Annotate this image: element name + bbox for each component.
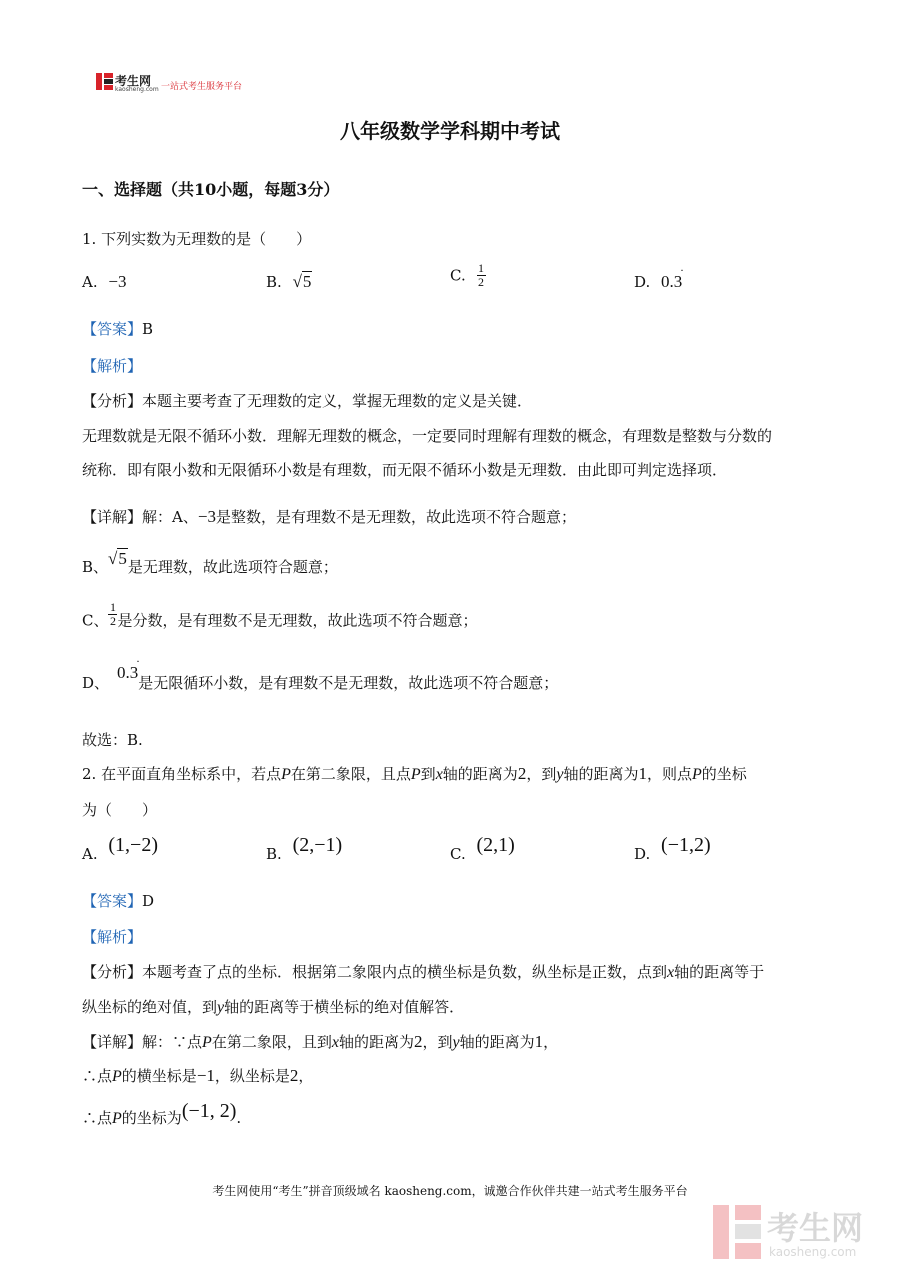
q2-therefore-2: [82, 1100, 242, 1129]
decimal-value: 0.3: [117, 663, 139, 682]
q1-stem: 1. 下列实数为无理数的是（ ）: [82, 230, 312, 248]
detail-text: D、: [82, 674, 110, 692]
q1-answer: [82, 318, 153, 339]
denominator: 2: [109, 614, 116, 628]
var-x: x: [667, 964, 675, 981]
q1-detail-a: [82, 506, 576, 527]
var-y: y: [556, 766, 564, 783]
fenxi-tag: 【分析】: [82, 963, 143, 981]
watermark: [713, 1203, 883, 1261]
q1-detail-b: [82, 549, 338, 577]
var-p: P: [691, 766, 702, 783]
option-value: (2,1): [476, 834, 515, 856]
radicand: 5: [118, 549, 127, 568]
detail-text: 是无限循环小数，是有理数不是无理数，故此选项不符合题意；: [138, 674, 559, 692]
fraction: [477, 262, 486, 289]
stem-text: ，则点: [646, 765, 692, 783]
var-p: P: [410, 766, 421, 783]
q1-fenxi: [82, 390, 532, 411]
var-p: P: [112, 1068, 122, 1085]
q1-option-b: [266, 272, 312, 292]
num: −1: [196, 1066, 215, 1085]
detail-text: ，: [543, 1033, 559, 1051]
stem-text: ，到: [526, 765, 557, 783]
q2-detail: [82, 1031, 558, 1052]
repeat-dot: ·: [136, 654, 141, 668]
q2-option-d: [634, 834, 711, 863]
option-value: −3: [108, 272, 127, 291]
numerator: 1: [478, 261, 484, 275]
answer-value: B: [142, 320, 154, 338]
var-y: y: [452, 1034, 460, 1051]
numerator: 1: [109, 600, 116, 614]
fenxi-text: 纵坐标的绝对值，到: [82, 998, 218, 1016]
watermark-name: 考生网: [767, 1209, 864, 1247]
detail-text: ，纵坐标是: [214, 1067, 290, 1085]
answer-tag: 【答案】: [82, 892, 143, 910]
detail-text: ，到: [422, 1033, 453, 1051]
fenxi-text: 本题考查了点的坐标．根据第二象限内点的横坐标是负数，纵坐标是正数，点到: [142, 963, 668, 981]
detail-text: ∴点: [82, 1109, 113, 1127]
num: 2: [289, 1066, 299, 1085]
logo-slogan: 一站式考生服务平台: [161, 82, 243, 92]
detail-text: B、: [82, 558, 109, 576]
q2-stem-line2: 为（ ）: [82, 801, 158, 819]
detail-text: 是无理数，故此选项符合题意；: [127, 558, 338, 576]
sqrt-expression: √5: [108, 549, 127, 568]
fraction: [108, 601, 117, 628]
option-label: C.: [450, 845, 466, 863]
repeating-decimal: [661, 263, 685, 292]
answer-tag: 【答案】: [82, 320, 143, 338]
var-x: x: [331, 1034, 339, 1051]
q1-analysis-tag: 【解析】: [82, 357, 143, 375]
q2-fenxi: [82, 961, 764, 982]
coordinate: (−1, 2): [181, 1100, 237, 1122]
q2-option-c: [450, 834, 515, 863]
num: 1: [638, 764, 647, 783]
option-label: C.: [450, 266, 466, 285]
q1-para1: 无理数就是无限不循环小数．理解无理数的概念，一定要同时理解有理数的概念，有理数是整数与分数的: [82, 427, 773, 445]
detail-text: 解：∵点: [142, 1033, 203, 1051]
section-heading: 一、选择题（共10小题，每题3分）: [82, 180, 340, 199]
option-label: D.: [634, 845, 651, 863]
fenxi-text: 本题主要考查了无理数的定义，掌握无理数的定义是关键．: [142, 392, 533, 410]
detail-text: 的坐标为: [121, 1109, 182, 1127]
page-footer: 考生网使用“考生”拼音顶级域名 kaosheng.com，诚邀合作伙伴共建一站式考生服务平台: [212, 1184, 688, 1198]
q1-option-a: [82, 272, 126, 292]
detail-text: 是分数，是有理数不是无理数，故此选项不符合题意；: [117, 611, 478, 630]
num: 2: [517, 764, 527, 783]
num: 2: [413, 1032, 423, 1051]
option-value: (1,−2): [108, 834, 158, 856]
detail-text: 解：A、: [142, 508, 198, 526]
detail-text: C、: [82, 611, 109, 630]
detail-text: 在第二象限，且到: [211, 1033, 332, 1051]
page-title: 八年级数学学科期中考试: [340, 119, 560, 143]
option-label: B.: [266, 845, 282, 863]
num: 1: [534, 1032, 544, 1051]
stem-text: 到: [420, 765, 436, 783]
q2-stem: [82, 763, 747, 784]
repeating-decimal: [117, 654, 141, 683]
detail-text: .: [236, 1109, 242, 1127]
q1-detail-d: [82, 654, 559, 693]
fenxi-tag: 【分析】: [82, 392, 143, 410]
fenxi-text: 轴的距离等于横坐标的绝对值解答．: [224, 998, 465, 1016]
q1-conclusion: 故选：B.: [82, 731, 143, 749]
decimal-value: 0.3: [661, 272, 683, 291]
option-value: (−1,2): [661, 834, 711, 856]
detail-text: 的横坐标是: [121, 1067, 197, 1085]
detail-text: 是整数，是有理数不是无理数，故此选项不符合题意；: [215, 508, 576, 526]
denominator: 2: [478, 275, 484, 289]
option-value: (2,−1): [292, 834, 343, 856]
repeat-dot: ·: [680, 263, 685, 277]
q1-option-d: [634, 263, 685, 292]
answer-value: D: [142, 892, 155, 910]
q2-option-a: [82, 834, 158, 863]
radicand: 5: [302, 272, 312, 291]
var-p: P: [202, 1034, 212, 1051]
q2-therefore-1: [82, 1065, 313, 1086]
var-p: P: [281, 766, 291, 783]
q2-fenxi-line2: [82, 996, 464, 1017]
var-x: x: [435, 766, 443, 783]
fenxi-text: 轴的距离等于: [674, 963, 765, 981]
watermark-icon: [713, 1205, 761, 1259]
q2-option-b: [266, 834, 343, 863]
option-label: B.: [266, 273, 282, 291]
logo-icon: [96, 73, 113, 90]
stem-text: 轴的距离为: [442, 765, 518, 783]
q2-analysis-tag: 【解析】: [82, 928, 143, 946]
q1-option-c: [450, 262, 486, 289]
math-value: −3: [197, 507, 216, 526]
option-label: A.: [82, 845, 98, 863]
detail-text: 轴的距离为: [459, 1033, 535, 1051]
option-label: A.: [82, 273, 98, 291]
detail-tag: 【详解】: [82, 1033, 143, 1051]
detail-tag: 【详解】: [82, 508, 143, 526]
watermark-url: kaosheng.com: [769, 1245, 857, 1259]
detail-text: 轴的距离为: [338, 1033, 414, 1051]
sqrt-expression: √5: [292, 272, 312, 291]
stem-text: 在第二象限，且点: [290, 765, 411, 783]
detail-text: ∴点: [82, 1067, 113, 1085]
option-label: D.: [634, 273, 651, 291]
q1-para2: 统称．即有限小数和无限循环小数是有理数，而无限不循环小数是无理数．由此即可判定选择项．: [82, 461, 728, 479]
var-p: P: [112, 1110, 122, 1127]
stem-text: 2. 在平面直角坐标系中，若点: [82, 765, 282, 783]
logo-name: 考生网: [115, 74, 152, 88]
logo-url: kaosheng.com: [115, 86, 159, 93]
detail-text: ，: [298, 1067, 314, 1085]
q1-detail-c: [82, 600, 478, 635]
q2-answer: [82, 890, 154, 911]
stem-text: 的坐标: [701, 765, 747, 783]
stem-text: 轴的距离为: [563, 765, 639, 783]
var-y: y: [217, 999, 225, 1016]
